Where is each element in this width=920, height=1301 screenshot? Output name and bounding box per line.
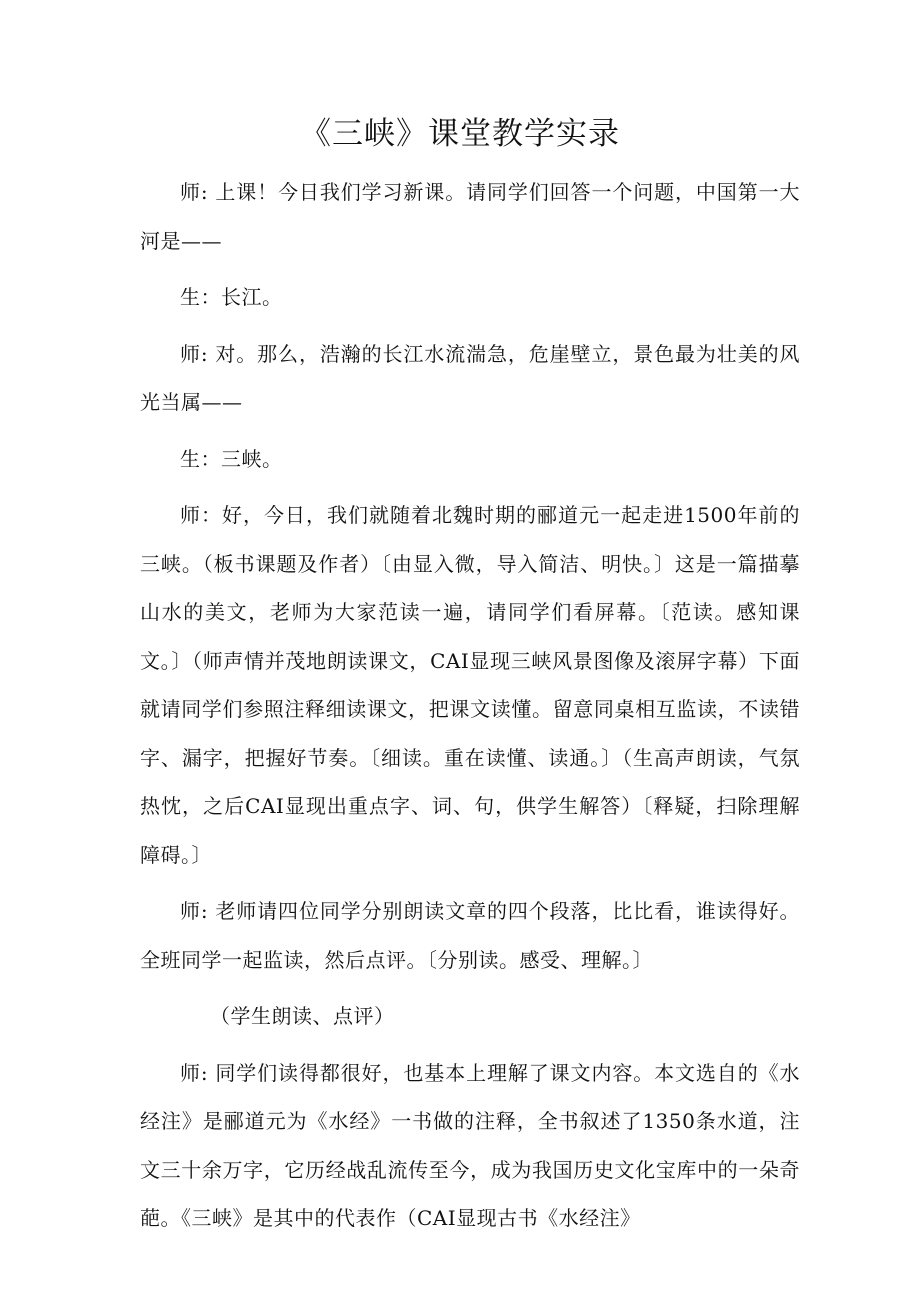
document-body	[140, 168, 800, 1243]
paragraph-stage-direction: （学生朗读、点评）	[210, 1004, 395, 1028]
paragraph-teacher-shuijingzhu: 师: 同学们读得都很好，也基本上理解了课文内容。本文选自的《水经注》是郦道元为《水经》一书做的注释，全书叙述了1350条水道，注文三十余万字，它历经战乱流传至今，成为我国历史文化宝库中的一朵奇葩。《三峡》是其中的代表作（CAI显现古书《水经注》	[140, 1060, 800, 1230]
paragraph-teacher-reading: 师：好，今日，我们就随着北魏时期的郦道元一起走进1500年前的三峡。（板书课题及作者）〔由显入微，导入简洁、明快。〕这是一篇描摹山水的美文，老师为大家范读一遍，请同学们看屏幕。〔范读。感知课文。〕（师声情并茂地朗读课文，CAI显现三峡风景图像及滚屏字幕）下面就请同学们参照注释细读课文，把课文读懂。留意同桌相互监读，不读错字、漏字，把握好节奏。〔细读。重在读懂、读通。〕（生高声朗读，气氛热忱，之后CAI显现出重点字、词、句，供学生解答）〔释疑，扫除理解障碍。〕	[140, 503, 800, 867]
paragraph-student-answer-1: 生：长江。	[180, 285, 283, 309]
paragraph-teacher-four-students: 师: 老师请四位同学分别朗读文章的四个段落，比比看，谁读得好。全班同学一起监读，然后点评。〔分别读。感受、理解。〕	[140, 899, 800, 972]
document-title: 《三峡》课堂教学实录	[300, 116, 620, 152]
paragraph-teacher-question-2: 师: 对。那么，浩瀚的长江水流湍急，危崖壁立，景色最为壮美的风光当属——	[140, 341, 800, 414]
paragraph-teacher-intro: 师: 上课！今日我们学习新课。请同学们回答一个问题，中国第一大河是——	[140, 180, 800, 253]
paragraph-student-answer-2: 生：三峡。	[180, 446, 283, 471]
